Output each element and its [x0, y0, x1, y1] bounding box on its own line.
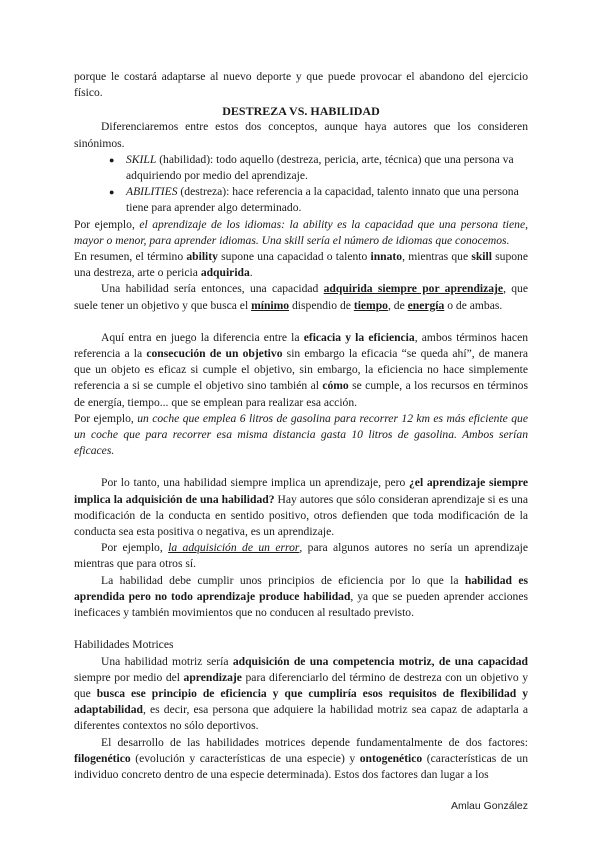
- term-abilities: ABILITIES: [126, 185, 178, 199]
- motor-skill-paragraph: Una habilidad motriz sería adquisición de una competencia motriz, de una capacidad siempre por medio del aprendizaje para diferenciarlo del término de destreza con un objetivo y que busca ese principio de eficiencia y que cumpliría esos requisitos de flexibilidad y adaptabilidad, es decir, esa persona que adquiere la habilidad motriz sea capaz de adaptarla a diferentes contextos no sólo deportivos.: [74, 654, 529, 733]
- definition-habilidad: Una habilidad sería entonces, una capacidad adquirida siempre por aprendizaje, que suele tener un objetivo y que busca el mínimo dispendio de tiempo, de energía o de ambas.: [74, 282, 528, 312]
- document-page: [74, 69, 528, 783]
- section-heading: DESTREZA VS. HABILIDAD: [222, 104, 380, 119]
- intro-paragraph: porque le costará adaptarse al nuevo deporte y que puede provocar el abandono del ejercicio físico.: [74, 70, 528, 100]
- spacer: [74, 459, 528, 475]
- definitions-intro: Diferenciaremos entre estos dos conceptos, aunque haya autores que los consideren sinónimos.: [74, 120, 528, 150]
- learning-question-paragraph: Por lo tanto, una habilidad siempre implica un aprendizaje, pero ¿el aprendizaje siempre implica la adquisición de una habilidad? Hay autores que sólo consideran aprendizaje si es una modificación de la conducta en sentido positivo, otros defienden que toda modificación de la conducta sea esta positiva o negativa, es un aprendizaje.: [74, 476, 529, 539]
- spacer: [74, 314, 528, 330]
- list-item: ● ABILITIES (destreza): hace referencia a la capacidad, talento innato que una persona tiene para aprender algo determinado.: [126, 184, 528, 216]
- term-skill: SKILL: [126, 152, 157, 166]
- definitions-list: [74, 152, 528, 217]
- summary-paragraph: En resumen, el término ability supone una capacidad o talento innato, mientras que skill supone una destreza, arte o pericia adquirida.: [74, 250, 528, 280]
- efficiency-principles-paragraph: La habilidad debe cumplir unos principios de eficiencia por lo que la habilidad es aprendida pero no todo aprendizaje produce habilidad, ya que se pueden aprender acciones ineficaces y también movimientos que no conducen al resultado previsto.: [74, 573, 528, 620]
- example-error: Por ejemplo, la adquisición de un error, para algunos autores no sería un aprendizaje mientras que para otros sí.: [74, 541, 528, 571]
- development-factors-paragraph: El desarrollo de las habilidades motrices depende fundamentalmente de dos factores: filogenético (evolución y características de una especie) y ontogenético (características de un individuo concreto dentro de una especie determinada). Estos dos factores dan lugar a los: [74, 735, 528, 781]
- list-item: ● SKILL (habilidad): todo aquello (destreza, pericia, arte, técnica) que una persona va adquiriendo por medio del aprendizaje.: [126, 152, 528, 184]
- page-footer-author: Amlau González: [450, 800, 528, 812]
- efficacy-efficiency-paragraph: Aquí entra en juego la diferencia entre la eficacia y la eficiencia, ambos términos hacen referencia a la consecución de un objetivo sin embargo la eficacia “se queda ahí”, de manera que un objeto es eficaz si cumple el objetivo, sin embargo, la eficiencia no hace simplemente referencia a si se cumple el objetivo sino también al cómo se cumple, a los recursos en términos de energía, tiempo... que se emplean para realizar esa acción.: [74, 330, 529, 409]
- example-languages: Por ejemplo, el aprendizaje de los idiomas: la ability es la capacidad que una persona tiene, mayor o menor, para aprender idiomas. Una skill sería el número de idiomas que conocemos.: [74, 217, 528, 247]
- spacer: [74, 621, 528, 637]
- example-car: Por ejemplo, un coche que emplea 6 litros de gasolina para recorrer 12 km es más eficiente que un coche que para recorrer esa misma distancia gasta 10 litros de gasolina. Ambos serían eficaces.: [74, 411, 528, 458]
- subsection-title: Habilidades Motrices: [74, 638, 174, 652]
